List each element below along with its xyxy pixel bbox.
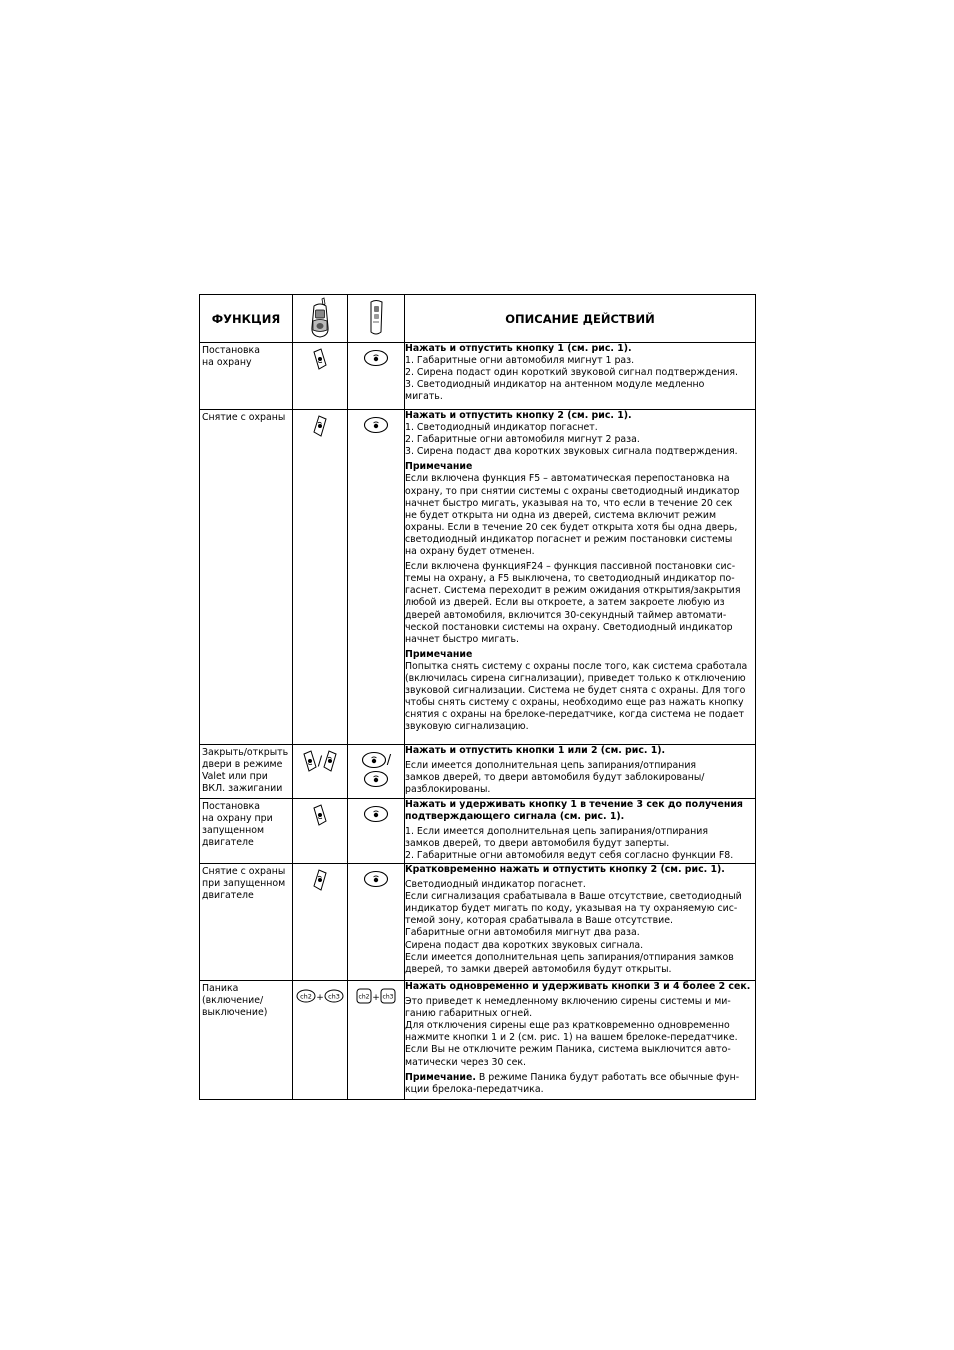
description-heading: Примечание xyxy=(405,648,473,660)
description-line: 1. Если имеется дополнительная цепь запирания/отпирания xyxy=(405,826,708,838)
ch3-button-icon xyxy=(380,988,396,1004)
remote-2-button-cell xyxy=(348,410,405,745)
one-way-remote-icon xyxy=(367,298,385,338)
remote-1-button-cell xyxy=(293,745,348,799)
remote-2-button-cell xyxy=(348,799,405,864)
remote-2-button-cell xyxy=(348,343,405,410)
function-cell xyxy=(200,864,293,981)
button-1-oval-icon xyxy=(361,751,387,769)
ch3-button-icon xyxy=(324,989,344,1003)
function-label: Постановка на охрану при запущенном двигателе xyxy=(202,801,273,848)
button-2-icon xyxy=(312,868,328,892)
table-row xyxy=(200,343,756,410)
svg-text:ch2: ch2 xyxy=(300,992,313,1000)
slash-separator: / xyxy=(386,753,392,768)
function-cell xyxy=(200,981,293,1100)
button-2-icon xyxy=(322,749,338,773)
remote-1-button-cell xyxy=(293,410,348,745)
description-cell xyxy=(405,799,756,864)
description-line: Если включена функция F5 – автоматическая перепостановка на xyxy=(405,473,730,485)
button-2-oval-icon xyxy=(363,770,389,788)
header-function: ФУНКЦИЯ xyxy=(200,295,293,343)
svg-text:ch2: ch2 xyxy=(358,993,370,1000)
description-line: звуковой сигнализации. Система не будет снята с охраны. Для того xyxy=(405,685,746,697)
description-line: матически через 30 сек. xyxy=(405,1056,527,1068)
function-cell xyxy=(200,745,293,799)
description-line: Светодиодный индикатор погаснет. xyxy=(405,879,586,891)
remote-1-button-cell xyxy=(293,864,348,981)
description-line: кции брелока-передатчика. xyxy=(405,1083,544,1095)
description-line: не будет открыта ни одна из дверей, система включит режим xyxy=(405,509,717,521)
table-row xyxy=(200,981,756,1100)
description-line: светодиодный индикатор погаснет и режим постановки системы xyxy=(405,533,733,545)
description-line: 1. Габаритные огни автомобиля мигнут 1 раз. xyxy=(405,355,635,367)
description-line: дверей автомобиля, включится 30-секундный таймер автомати- xyxy=(405,609,727,621)
button-1-icon xyxy=(302,749,318,773)
description-line: замков дверей, то двери автомобиля будут заблокированы/ xyxy=(405,772,705,784)
description-line: начнет быстро мигать, указывая на то, что если в течение 20 сек xyxy=(405,497,733,509)
description-line: охрану, то при снятии системы с охраны светодиодный индикатор xyxy=(405,485,740,497)
description-line: замков дверей, то двери автомобиля будут заперты. xyxy=(405,838,670,850)
description-cell xyxy=(405,343,756,410)
function-cell xyxy=(200,799,293,864)
description-line: Габаритные огни автомобиля мигнут два раза. xyxy=(405,927,640,939)
remote-2-button-cell xyxy=(348,864,405,981)
description-line: 1. Светодиодный индикатор погаснет. xyxy=(405,422,598,434)
button-1-oval-icon xyxy=(363,349,389,367)
two-way-pager-remote-icon xyxy=(309,297,331,339)
description-line: нажмите кнопки 1 и 2 (см. рис. 1) на вашем брелоке-передатчике. xyxy=(405,1032,738,1044)
description-heading: Нажать и отпустить кнопку 1 (см. рис. 1). xyxy=(405,343,632,354)
description-line: Для отключения сирены еще раз кратковременно одновременно xyxy=(405,1020,730,1032)
table-row xyxy=(200,410,756,745)
description-heading: Кратковременно нажать и отпустить кнопку 2 (см. рис. 1). xyxy=(405,864,725,875)
description-cell xyxy=(405,410,756,745)
description-line: Если имеется дополнительная цепь запирания/отпирания замков xyxy=(405,951,734,963)
remote-1-button-cell xyxy=(293,981,348,1100)
remote-2-button-cell xyxy=(348,981,405,1100)
functions-table xyxy=(199,294,756,1100)
description-heading: Нажать одновременно и удерживать кнопки 3 и 4 более 2 сек. xyxy=(405,981,751,992)
description-line: мигать. xyxy=(405,391,443,403)
ch2-button-icon xyxy=(356,988,372,1004)
function-label: Закрыть/открыть двери в режиме Valet или при ВКЛ. зажигании xyxy=(202,747,289,794)
function-label: Снятие с охраны xyxy=(202,412,286,423)
description-line: снятия с охраны на брелоке-передатчике, когда система не подает xyxy=(405,709,745,721)
plus-sign: + xyxy=(316,993,324,1003)
remote-2-button-cell xyxy=(348,745,405,799)
button-1-oval-icon xyxy=(363,805,389,823)
button-2-oval-icon xyxy=(363,870,389,888)
description-line: звуковую сигнализацию. xyxy=(405,721,529,733)
function-cell xyxy=(200,410,293,745)
description-line: 2. Сирена подаст один короткий звуковой сигнал подтверждения. xyxy=(405,367,739,379)
button-1-icon xyxy=(312,347,328,371)
description-line: чтобы снять систему с охраны, необходимо еще раз нажать кнопку xyxy=(405,697,744,709)
description-line: любой из дверей. Если вы откроете, а затем закроете любую из xyxy=(405,597,725,609)
description-line: Если включена функцияF24 – функция пассивной постановки сис- xyxy=(405,561,736,573)
table-row xyxy=(200,745,756,799)
description-line: 2. Габаритные огни автомобиля мигнут 2 раза. xyxy=(405,434,640,446)
function-label: Паника (включение/ выключение) xyxy=(202,983,268,1018)
description-line: разблокированы. xyxy=(405,784,491,796)
description-heading: Нажать и удерживать кнопку 1 в течение 3 сек до получения xyxy=(405,799,743,810)
description-line: индикатор будет мигать по коду, указывая на ту охраняемую сис- xyxy=(405,903,738,915)
description-line: Если Вы не отключите режим Паника, система выключится авто- xyxy=(405,1044,731,1056)
description-heading: Примечание xyxy=(405,461,473,473)
button-1-icon xyxy=(312,803,328,827)
button-2-icon xyxy=(312,414,328,438)
description-line: начнет быстро мигать. xyxy=(405,633,520,645)
svg-text:ch3: ch3 xyxy=(327,992,340,1000)
slash-separator: / xyxy=(317,754,323,770)
remote-1-button-cell xyxy=(293,799,348,864)
plus-sign: + xyxy=(372,993,380,1003)
description-line: Сирена подаст два коротких звуковых сигнала. xyxy=(405,939,644,951)
description-cell xyxy=(405,745,756,799)
table-row xyxy=(200,799,756,864)
svg-text:ch3: ch3 xyxy=(382,993,394,1000)
table-row xyxy=(200,864,756,981)
note-text: В режиме Паника будут работать все обычные фун- xyxy=(475,1071,740,1083)
description-heading: Нажать и отпустить кнопки 1 или 2 (см. рис. 1). xyxy=(405,745,666,756)
description-line: гаснет. Система переходит в режим ожидания открытия/закрытия xyxy=(405,585,741,597)
description-heading: Нажать и отпустить кнопку 2 (см. рис. 1). xyxy=(405,410,632,421)
header-remote-1 xyxy=(293,295,348,343)
description-cell xyxy=(405,864,756,981)
description-line: Если сигнализация срабатывала в Ваше отсутствие, светодиодный xyxy=(405,891,742,903)
description-line: охраны. Если в течение 20 сек будет открыта хотя бы одна дверь, xyxy=(405,521,738,533)
description-cell xyxy=(405,981,756,1100)
button-2-oval-icon xyxy=(363,416,389,434)
description-heading: подтверждающего сигнала (см. рис. 1). xyxy=(405,811,625,823)
description-line: 3. Сирена подаст два коротких звуковых сигнала подтверждения. xyxy=(405,446,738,458)
description-line: ганию габаритных огней. xyxy=(405,1008,533,1020)
ch2-button-icon xyxy=(296,989,316,1003)
description-line: Это приведет к немедленному включению сирены системы и ми- xyxy=(405,996,731,1008)
description-line: дверей, то замки дверей автомобиля будут открыты. xyxy=(405,963,672,975)
description-line: Если имеется дополнительная цепь запирания/отпирания xyxy=(405,760,697,772)
table-header-row xyxy=(200,295,756,343)
description-line xyxy=(405,1072,755,1084)
function-label: Снятие с охраны при запущенном двигателе xyxy=(202,866,286,901)
remote-1-button-cell xyxy=(293,343,348,410)
description-line: 3. Светодиодный индикатор на антенном модуле медленно xyxy=(405,379,705,391)
description-line: темы на охрану, а F5 выключена, то светодиодный индикатор по- xyxy=(405,573,735,585)
function-label: Постановка на охрану xyxy=(202,345,260,368)
header-description: ОПИСАНИЕ ДЕЙСТВИЙ xyxy=(405,295,756,343)
description-line: (включилась сирена сигнализации), приведет только к отключению xyxy=(405,672,746,684)
description-line: 2. Габаритные огни автомобиля ведут себя согласно функции F8. xyxy=(405,850,734,862)
header-remote-2 xyxy=(348,295,405,343)
description-line: ческой постановки системы на охрану. Светодиодный индикатор xyxy=(405,621,733,633)
description-line: на охрану будет отменен. xyxy=(405,546,535,558)
description-line: темой зону, которая срабатывала в Ваше отсутствие. xyxy=(405,915,673,927)
description-line: Попытка снять систему с охраны после того, как система сработала xyxy=(405,660,748,672)
note-label: Примечание. xyxy=(405,1071,476,1083)
function-cell xyxy=(200,343,293,410)
